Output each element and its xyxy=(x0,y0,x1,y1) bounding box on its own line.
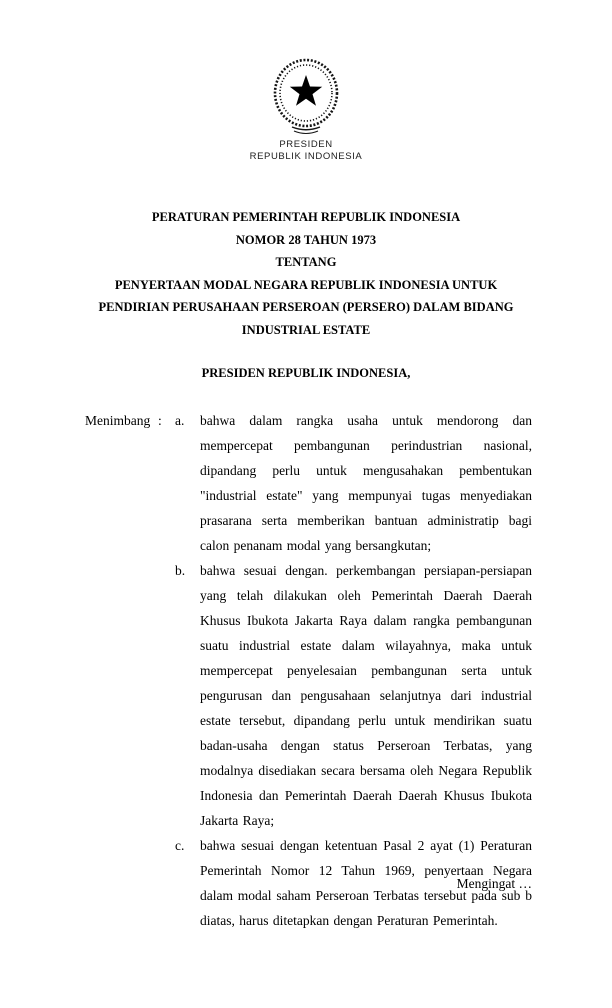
colon-separator: : xyxy=(158,413,162,428)
national-emblem-star-wreath-icon xyxy=(270,58,342,136)
consideration-marker-a: a. xyxy=(175,413,185,428)
consideration-text-a: bahwa dalam rangka usaha untuk mendorong dan mempercepat pembangunan perindustrian nasional, dipandang perlu untuk mengusahakan pembentukan "industrial estate" yang mempunyai tugas menyediakan prasarana serta memberikan bantuan administratip bagi calon penanam modal yang bersangkutan; xyxy=(200,413,532,553)
consideration-text-b: bahwa sesuai dengan. perkembangan persiapan-persiapan yang telah dilakukan oleh Pemerintah Daerah Daerah Khusus Ibukota Jakarta Raya dalam rangka pembangunan suatu industrial estate dalam wilayahnya, maka untuk mempercepat penyelesaian pembangunan serta untuk pengurusan dan pengusahaan selanjutnya dari industrial estate tersebut, dipandang perlu untuk mendirikan suatu badan-usaha dengan status Perseroan Terbatas, yang modalnya disediakan secara bersama oleh Negara Republik Indonesia dan Pemerintah Daerah Daerah Khusus Ibukota Jakarta Raya; xyxy=(200,563,532,828)
menimbang-label: Menimbang xyxy=(85,413,151,428)
emblem-container xyxy=(0,58,612,136)
spacer-label-b xyxy=(85,558,158,833)
salutation-line: PRESIDEN REPUBLIK INDONESIA, xyxy=(201,366,411,380)
institution-line-presiden: PRESIDEN xyxy=(279,139,333,150)
document-title-block xyxy=(81,206,531,341)
considerations-section xyxy=(85,408,532,933)
institution-header xyxy=(0,139,612,163)
title-subject: PENYERTAAN MODAL NEGARA REPUBLIK INDONESIA UNTUK PENDIRIAN PERUSAHAAN PERSEROAN (PERSERO) DALAM BIDANG INDUSTRIAL ESTATE xyxy=(98,277,514,337)
consideration-text-c: bahwa sesuai dengan ketentuan Pasal 2 ayat (1) Peraturan Pemerintah Nomor 12 Tahun 1969, penyertaan Negara dalam modal saham Perseroan Terbatas tersebut pada sub b diatas, harus ditetapkan dengan Peraturan Pemerintah. xyxy=(200,838,532,928)
spacer-colon-b xyxy=(158,558,175,833)
institution-line-republik: REPUBLIK INDONESIA xyxy=(249,151,363,162)
page-catchword: Mengingat … xyxy=(456,876,532,891)
consideration-marker-c: c. xyxy=(175,838,185,853)
title-tentang: TENTANG xyxy=(275,255,337,269)
title-regulation-number: NOMOR 28 TAHUN 1973 xyxy=(235,232,377,247)
spacer-colon-c xyxy=(158,833,175,933)
consideration-marker-b: b. xyxy=(175,563,186,578)
title-regulation-name: PERATURAN PEMERINTAH REPUBLIK INDONESIA xyxy=(151,210,461,224)
spacer-label-c xyxy=(85,833,158,933)
